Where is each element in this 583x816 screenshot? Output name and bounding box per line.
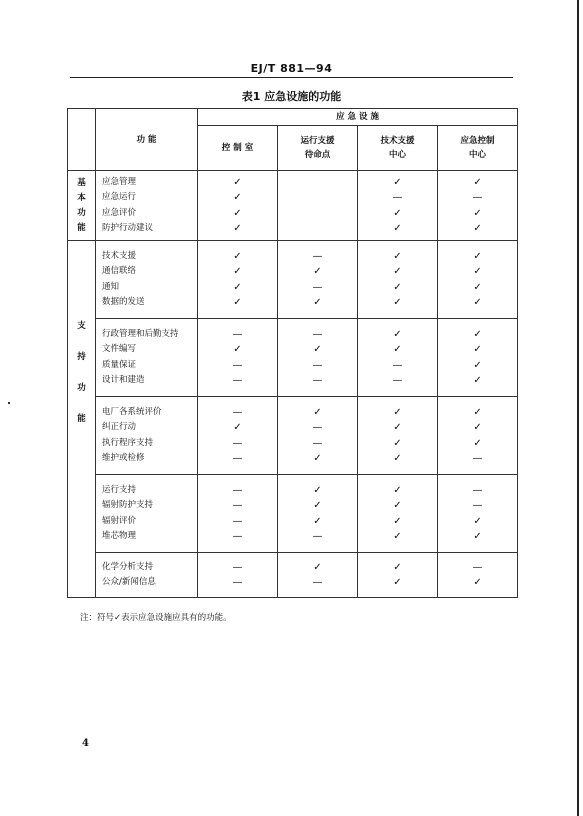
function-header: 功 能 [96, 109, 198, 171]
mark-cell-col-1 [278, 553, 358, 598]
category-header-cell [68, 109, 96, 171]
mark-cell-col-1 [278, 397, 358, 475]
table-note: 注：符号✓表示应急设施应具有的功能。 [80, 613, 232, 623]
dash-mark: — [472, 192, 483, 203]
check-mark: ✓ [473, 176, 482, 188]
check-mark: ✓ [473, 223, 482, 234]
check-mark: ✓ [473, 515, 482, 527]
check-mark: ✓ [473, 328, 482, 340]
check-mark: ✓ [473, 250, 482, 262]
check-mark: ✓ [393, 176, 402, 188]
dash-mark: — [312, 359, 323, 371]
dash-mark: — [472, 484, 483, 496]
function-item: 堆芯物理 [102, 531, 137, 541]
function-item: 通信联络 [102, 266, 137, 276]
mark-cell-col-1 [278, 241, 358, 319]
dash-mark: — [232, 453, 243, 464]
check-mark: ✓ [233, 266, 242, 277]
check-mark: ✓ [233, 344, 242, 355]
function-item: 应急管理 [102, 176, 137, 187]
check-mark: ✓ [473, 406, 482, 418]
mark-cell-col-0 [198, 241, 278, 319]
empty-mark [278, 221, 357, 237]
mark-cell-col-2 [358, 319, 438, 397]
check-mark: ✓ [473, 207, 482, 219]
mark-cell-col-2 [358, 475, 438, 553]
function-item: 设计和建造 [102, 375, 145, 385]
dash-mark: — [312, 328, 323, 340]
check-mark: ✓ [233, 297, 242, 308]
mark-cell-col-0 [198, 397, 278, 475]
check-mark: ✓ [393, 207, 402, 219]
table-row [68, 475, 518, 553]
check-mark: ✓ [393, 561, 402, 573]
mark-cell-col-3 [438, 397, 518, 475]
function-item: 运行支持 [102, 484, 137, 495]
table-row [68, 553, 518, 598]
function-item: 化学分析支持 [102, 561, 154, 572]
check-mark: ✓ [393, 281, 402, 293]
function-list [96, 397, 198, 475]
dash-mark: — [392, 359, 403, 371]
check-mark: ✓ [313, 453, 322, 464]
check-mark: ✓ [473, 437, 482, 449]
function-item: 通知 [102, 281, 120, 292]
check-mark: ✓ [313, 561, 322, 573]
dash-mark: — [312, 281, 323, 293]
check-mark: ✓ [313, 297, 322, 308]
page-number: 4 [82, 738, 89, 749]
check-mark: ✓ [313, 515, 322, 527]
function-list [96, 171, 198, 241]
check-mark: ✓ [393, 437, 402, 449]
table-title: 表1 应急设施的功能 [241, 90, 342, 103]
check-mark: ✓ [393, 328, 402, 340]
mark-cell-col-1 [278, 319, 358, 397]
function-item: 辐射评价 [102, 515, 137, 526]
function-item: 应急评价 [102, 207, 137, 218]
dash-mark: — [312, 437, 323, 449]
check-mark: ✓ [393, 484, 402, 496]
mark-cell-col-2 [358, 241, 438, 319]
table-row [68, 171, 518, 241]
check-mark: ✓ [313, 484, 322, 496]
function-item: 文件编写 [102, 344, 137, 354]
check-mark: ✓ [393, 266, 402, 277]
check-mark: ✓ [233, 207, 242, 219]
check-mark: ✓ [233, 176, 242, 188]
table-row [68, 241, 518, 319]
check-mark: ✓ [313, 500, 322, 511]
dash-mark: — [312, 531, 323, 542]
dash-mark: — [312, 577, 323, 588]
check-mark: ✓ [393, 453, 402, 464]
mark-cell-col-0 [198, 319, 278, 397]
check-mark: ✓ [473, 422, 482, 433]
dash-mark: — [472, 500, 483, 511]
table-row [68, 319, 518, 397]
dash-mark: — [232, 577, 243, 588]
check-mark: ✓ [393, 422, 402, 433]
check-mark: ✓ [313, 406, 322, 418]
dash-mark: — [232, 515, 243, 527]
dash-mark: — [392, 192, 403, 203]
function-item: 辐射防护支持 [102, 500, 154, 510]
dash-mark: — [472, 453, 483, 464]
mark-cell-col-3 [438, 319, 518, 397]
dash-mark: — [312, 422, 323, 433]
check-mark: ✓ [393, 515, 402, 527]
mark-cell-col-3 [438, 241, 518, 319]
function-list [96, 553, 198, 598]
function-item: 应急运行 [102, 192, 137, 202]
check-mark: ✓ [313, 266, 322, 277]
dash-mark: — [472, 561, 483, 573]
empty-mark [278, 175, 357, 191]
function-item: 执行程序支持 [102, 437, 154, 448]
check-mark: ✓ [313, 344, 322, 355]
check-mark: ✓ [473, 577, 482, 588]
function-item: 维护或检修 [102, 453, 145, 463]
facility-header-1: 运行支援 待命点 [278, 126, 358, 171]
mark-cell-col-2 [358, 171, 438, 241]
mark-cell-col-3 [438, 475, 518, 553]
dash-mark: — [232, 531, 243, 542]
category-support-functions: 支 持 功 能 [68, 241, 96, 598]
dash-mark: — [232, 500, 243, 511]
scan-edge [577, 0, 579, 816]
check-mark: ✓ [393, 577, 402, 588]
check-mark: ✓ [393, 250, 402, 262]
category-basic-functions: 基 本 功 能 [68, 171, 96, 241]
dash-mark: — [232, 406, 243, 418]
check-mark: ✓ [393, 531, 402, 542]
facility-header-3: 应急控制 中心 [438, 126, 518, 171]
function-list [96, 475, 198, 553]
facility-header-2: 技术支援 中心 [358, 126, 438, 171]
header-rule [70, 77, 513, 78]
dash-mark: — [312, 375, 323, 386]
function-item: 电厂各系统评价 [102, 406, 162, 417]
check-mark: ✓ [233, 250, 242, 262]
facilities-header: 应 急 设 施 [198, 109, 518, 126]
function-item: 公众/新闻信息 [102, 577, 156, 587]
mark-cell-col-0 [198, 171, 278, 241]
dash-mark: — [392, 375, 403, 386]
function-list [96, 319, 198, 397]
function-item: 技术支援 [102, 250, 137, 261]
check-mark: ✓ [393, 297, 402, 308]
dash-mark: — [312, 250, 323, 262]
check-mark: ✓ [473, 531, 482, 542]
mark-cell-col-1 [278, 171, 358, 241]
check-mark: ✓ [233, 192, 242, 203]
function-item: 纠正行动 [102, 422, 137, 432]
function-item: 防护行动建议 [102, 223, 154, 233]
check-mark: ✓ [233, 281, 242, 293]
function-list [96, 241, 198, 319]
mark-cell-col-3 [438, 553, 518, 598]
check-mark: ✓ [473, 344, 482, 355]
function-item: 行政管理和后勤支持 [102, 328, 179, 339]
dash-mark: — [232, 561, 243, 573]
check-mark: ✓ [393, 406, 402, 418]
check-mark: ✓ [233, 422, 242, 433]
check-mark: ✓ [233, 223, 242, 234]
dash-mark: — [232, 359, 243, 371]
mark-cell-col-2 [358, 553, 438, 598]
scan-speck [8, 402, 10, 404]
check-mark: ✓ [473, 266, 482, 277]
mark-cell-col-1 [278, 475, 358, 553]
mark-cell-col-0 [198, 553, 278, 598]
dash-mark: — [232, 375, 243, 386]
function-item: 质量保证 [102, 359, 137, 370]
check-mark: ✓ [393, 223, 402, 234]
check-mark: ✓ [473, 375, 482, 386]
mark-cell-col-2 [358, 397, 438, 475]
check-mark: ✓ [473, 297, 482, 308]
dash-mark: — [232, 328, 243, 340]
dash-mark: — [232, 437, 243, 449]
check-mark: ✓ [473, 281, 482, 293]
check-mark: ✓ [393, 344, 402, 355]
mark-cell-col-3 [438, 171, 518, 241]
facility-function-table [67, 108, 518, 598]
empty-mark [278, 190, 357, 206]
check-mark: ✓ [393, 500, 402, 511]
function-item: 数据的发送 [102, 297, 145, 307]
table-row [68, 397, 518, 475]
standard-code: EJ/T 881—94 [250, 62, 333, 75]
empty-mark [278, 206, 357, 222]
facility-header-0: 控 制 室 [198, 126, 278, 171]
dash-mark: — [232, 484, 243, 496]
check-mark: ✓ [473, 359, 482, 371]
mark-cell-col-0 [198, 475, 278, 553]
